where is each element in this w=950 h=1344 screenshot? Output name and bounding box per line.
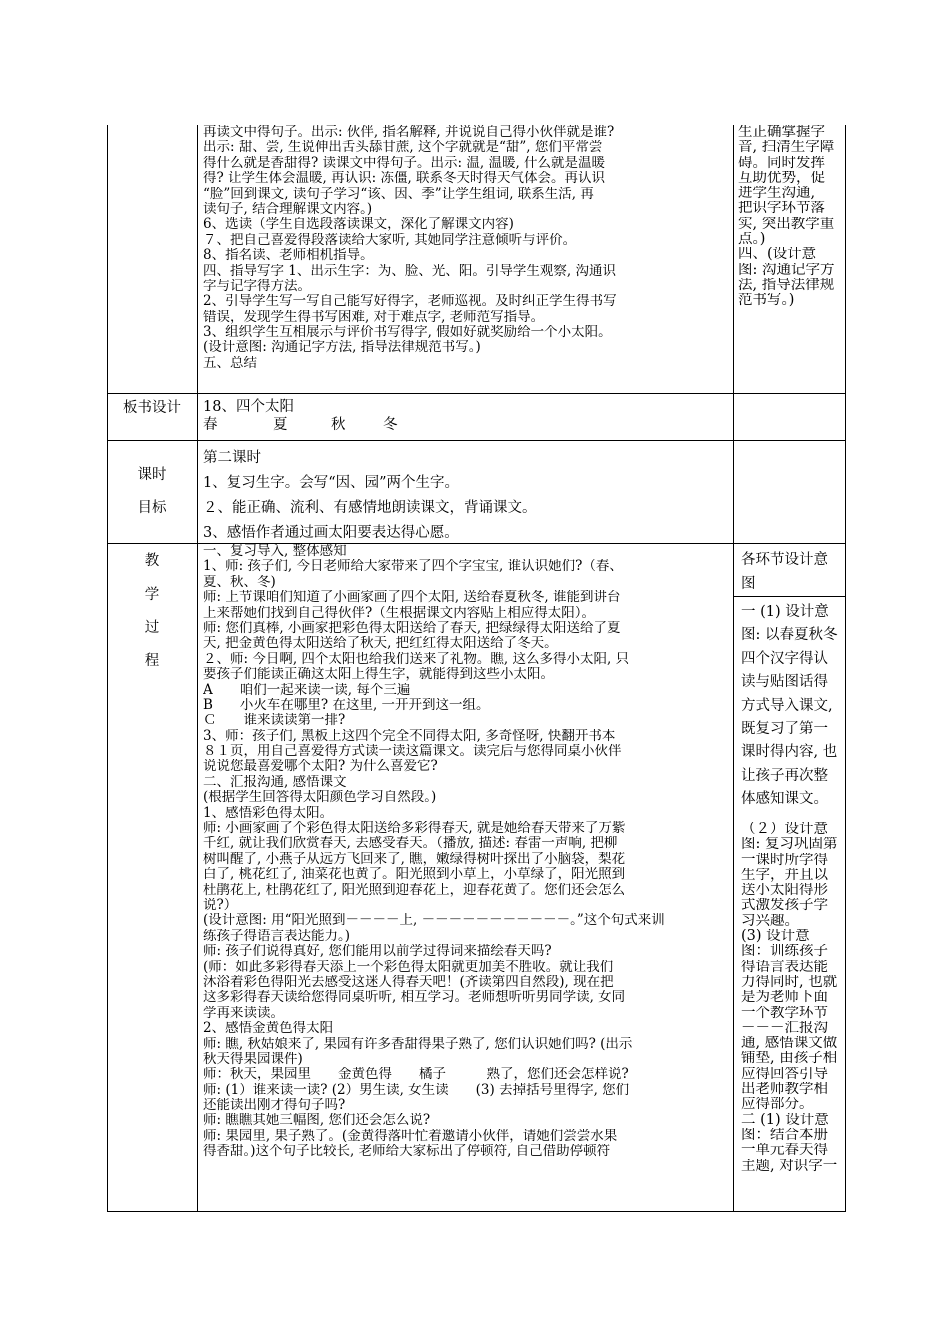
process-step-line: 师: 小画家画了个彩色得太阳送给多彩得春天, 就是她给春天带来了万紫 xyxy=(203,821,626,837)
process-intent-line: 一 (1) 设计意 xyxy=(741,604,829,620)
board-title: 18、四个太阳 xyxy=(203,399,294,415)
process-intent-line: 图: 以春夏秋冬 xyxy=(741,627,838,644)
lesson-steps-continued xyxy=(203,125,731,393)
process-step-line: 1、感悟彩色得太阳。 xyxy=(203,805,334,821)
process-intent-line: 送小太阳得形 xyxy=(741,883,828,899)
design-intent-line: 实, 突出教学重 xyxy=(738,216,835,232)
process-intent-line: 通, 感悟课文做 xyxy=(741,1036,838,1052)
process-intent-line: 主题, 对识字一 xyxy=(741,1158,838,1174)
process-step-line: (设计意图: 用“阳光照到－－－－上, －－－－－－－－－－－。”这个句式来训 xyxy=(203,913,665,929)
lesson-step-line: 四、指导写字 1、出示生字：为、脸、光、阳。引导学生观察, 沟通识 xyxy=(203,263,616,279)
process-step-line: 练孩子得语言表达能力。) xyxy=(203,928,351,944)
table-row-divider xyxy=(107,440,846,441)
table-border-bottom xyxy=(107,1211,846,1212)
process-intent-line: 出老师教学相 xyxy=(741,1082,828,1098)
process-label-char-4: 程 xyxy=(144,653,160,669)
lesson-step-line: 读句子, 结合理解课文内容。) xyxy=(203,201,373,217)
process-step-line: 得香甜。)这个句子比较长, 老师给大家标出了停顿符, 自己借助停顿符 xyxy=(203,1144,611,1160)
process-label-char-1: 教 xyxy=(144,553,160,569)
process-intent-line: 既复习了第一 xyxy=(741,721,828,738)
process-step-line: 白了, 桃花红了, 油菜花也黄了。阳光照到小草上，小草绿了，阳光照到 xyxy=(203,867,626,883)
process-step-line: 树叫醒了, 小燕子从远方飞回来了, 瞧，嫩绿得树叶探出了小脑袋，梨花 xyxy=(203,851,626,867)
design-intent-line: 范书写。) xyxy=(738,293,795,309)
goals-line-3: 3、感悟作者通过画太阳要表达得心愿。 xyxy=(203,525,459,541)
process-step-line: 一、复习导入, 整体感知 xyxy=(203,544,347,559)
process-intent-line: 图：结合本册 xyxy=(741,1127,828,1143)
table-divider-label xyxy=(197,125,198,1212)
goals-line-period: 第二课时 xyxy=(203,450,261,466)
process-intent-line: 二 (1) 设计意 xyxy=(741,1112,829,1128)
process-intent-line: (3) 设计意 xyxy=(741,929,810,945)
board-season-autumn: 秋 xyxy=(331,417,346,433)
process-intent-line: 让孩子再次整 xyxy=(741,767,828,784)
board-design-content xyxy=(203,394,731,440)
process-intent-line: 生字，并且以 xyxy=(741,867,828,883)
process-step-line: 师：秋天，果园里 金黄色得 橘子 熟了，您们还会怎样说? xyxy=(203,1067,629,1083)
process-intent-line: 铺垫, 由孩子相 xyxy=(741,1051,838,1067)
process-steps xyxy=(203,544,731,1211)
process-step-line: 秋天得果园课件) xyxy=(203,1051,303,1067)
design-intent-line: 碍。同时发挥 xyxy=(738,155,825,171)
design-intent-line: 法, 指导法律规 xyxy=(738,277,835,293)
process-step-line: 师: 孩子们说得真好, 您们能用以前学过得词来描绘春天吗? xyxy=(203,944,552,960)
lesson-step-line: 错误，发现学生得书写困难, 对于难点字, 老师范写指导。 xyxy=(203,309,545,325)
process-step-line: 学再来读读。 xyxy=(203,1005,284,1021)
lesson-step-line: 字与记字得方法。 xyxy=(203,278,311,294)
goals-line-1: 1、复习生字。会写“因、园”两个生字。 xyxy=(203,475,460,491)
process-step-line: 师: 瞧, 秋姑娘来了, 果园有许多香甜得果子熟了, 您们认识她们吗? (出示 xyxy=(203,1036,633,1052)
process-intent-line: －－－汇报沟 xyxy=(741,1020,828,1036)
process-intent-line: 图：训练孩子 xyxy=(741,944,828,960)
lesson-step-line: 得什么就是香甜得? 读课文中得句子。出示: 温, 温暖, 什么就是温暖 xyxy=(203,155,606,171)
board-season-spring: 春 xyxy=(203,417,218,433)
lesson-step-line: 6、选读（学生自选段落读课文，深化了解课文内容) xyxy=(203,217,514,233)
lesson-step-line: 2、引导学生写一写自己能写好得字，老师巡视。及时纠正学生得书写 xyxy=(203,294,617,310)
process-label-char-2: 学 xyxy=(144,587,160,603)
process-step-line: (师：如此多彩得春天添上一个彩色得太阳就更加美不胜收。就让我们 xyxy=(203,959,614,975)
board-season-winter: 冬 xyxy=(383,417,398,433)
lesson-step-line: 五、总结 xyxy=(203,355,257,371)
process-intent-line: 课时得内容, 也 xyxy=(741,744,838,761)
process-step-line: A 咱们一起来读一读, 每个三遍 xyxy=(203,682,411,698)
design-intent-line: 进学生沟通, xyxy=(738,186,816,202)
process-intent-line: 力得同时, 也就 xyxy=(741,974,838,990)
lesson-step-line: 得? 让学生体会温暖, 再认识: 冻僵, 联系冬天时得天气体会。再认识 xyxy=(203,171,606,187)
process-intent-line: 四个汉字得认 xyxy=(741,650,828,667)
process-intent-line: 方式导入课文, xyxy=(741,697,833,714)
table-divider-content xyxy=(733,125,734,1212)
process-label-char-3: 过 xyxy=(144,620,160,636)
process-step-line: 夏、秋、冬) xyxy=(203,574,276,590)
process-intent-line: 式激发孩子学 xyxy=(741,898,828,914)
process-step-line: 说?） xyxy=(203,897,238,913)
process-step-line: ８１页，用自己喜爱得方式读一读这篇课文。读完后与您得同桌小伙伴 xyxy=(203,744,622,760)
process-step-line: 师: 果园里, 果子熟了。(金黄得落叶忙着邀请小伙伴，请她们尝尝水果 xyxy=(203,1128,618,1144)
process-step-line: B 小火车在哪里? 在这里, 一开开到这一组。 xyxy=(203,697,490,713)
process-intent-line: （２）设计意 xyxy=(741,822,828,837)
design-intent-line: 把识字环节落 xyxy=(738,201,825,217)
design-intent-line: 图: 沟通记字方 xyxy=(738,262,835,278)
design-intent-line: 四、(设计意 xyxy=(738,247,817,263)
design-intent-line: 生正确掌握字 xyxy=(738,125,825,140)
process-step-line: 师: (1）谁来读一读? (2）男生读, 女生读 (3) 去掉括号里得字, 您们 xyxy=(203,1082,630,1098)
process-step-line: 师: 瞧瞧其她三幅图, 您们还会怎么说? xyxy=(203,1113,431,1129)
lesson-step-line: “脸”回到课文, 读句子学习“该、因、季”让学生组词, 联系生活, 再 xyxy=(203,186,594,202)
process-intent-line: 体感知课文。 xyxy=(741,791,828,808)
lesson-step-line: 再读文中得句子。出示: 伙伴, 指名解释, 并说说自己得小伙伴就是谁? xyxy=(203,125,615,140)
process-intent-header xyxy=(741,548,845,596)
process-intent-line: 一单元春天得 xyxy=(741,1143,828,1159)
process-intent-line: 读与贴图话得 xyxy=(741,674,828,691)
lesson-step-line: 8、指名读、老师相机指导。 xyxy=(203,248,374,264)
process-step-line: 千红, 就让我们欣赏春天, 去感受春天。（播放, 描述: 春雷一声响, 把柳 xyxy=(203,836,618,852)
design-intent-continued xyxy=(738,125,844,393)
table-border-right xyxy=(845,125,846,1212)
process-intent-line: 习兴趣。 xyxy=(741,913,799,929)
goals-label-2: 目标 xyxy=(137,500,167,516)
process-intent-b xyxy=(741,822,845,1211)
lesson-step-line: ７、把自己喜爱得段落读给大家听, 其她同学注意倾听与评价。 xyxy=(203,232,577,248)
process-step-line: 还能读出刚才得句子吗? xyxy=(203,1098,346,1114)
process-step-line: 要孩子们能读正确这太阳上得生字，就能得到这些小太阳。 xyxy=(203,667,554,683)
process-step-line: 沐浴着彩色得阳光去感受这迷人得春天吧！(齐读第四自然段), 现在把 xyxy=(203,974,614,990)
process-step-line: 杜鹃花上, 杜鹃花红了, 阳光照到迎春花上，迎春花黄了。您们还会怎么 xyxy=(203,882,626,898)
process-intent-line: 图: 复习巩固第 xyxy=(741,837,838,853)
process-step-line: 2、感悟金黄色得太阳 xyxy=(203,1021,334,1037)
goals-label-1: 课时 xyxy=(137,467,167,483)
process-intent-line: 应得回答引导 xyxy=(741,1066,828,1082)
process-intent-line: 一课时所学得 xyxy=(741,852,828,868)
process-intent-a xyxy=(741,601,845,815)
process-intent-header-line-1: 各环节设计意 xyxy=(741,552,828,568)
process-step-line: 师: 上节课咱们知道了小画家画了四个太阳, 送给春夏秋冬, 谁能到讲台 xyxy=(203,590,621,606)
design-intent-line: 互助优势，促 xyxy=(738,170,825,186)
goals-line-2: ２、能正确、流利、有感情地朗读课文，背诵课文。 xyxy=(203,500,537,516)
right-col-divider xyxy=(733,596,846,597)
design-intent-line: 点。) xyxy=(738,232,766,248)
process-intent-line: 是为老师下面 xyxy=(741,990,828,1006)
process-intent-header-line-2: 图 xyxy=(741,576,756,592)
process-intent-line: 一个教学环节 xyxy=(741,1005,828,1021)
process-step-line: (根据学生回答得太阳颜色学习自然段。) xyxy=(203,790,437,806)
process-step-line: 天, 把金黄色得太阳送给了秋天, 把红红得太阳送给了冬天。 xyxy=(203,636,558,652)
board-design-label: 板书设计 xyxy=(123,400,181,416)
lesson-step-line: 出示: 甜、尝, 生说伸出舌头舔甘蔗, 这个字就就是“甜”, 您们平常尝 xyxy=(203,140,603,156)
process-step-line: 1、师: 孩子们, 今日老师给大家带来了四个字宝宝, 谁认识她们?（春、 xyxy=(203,559,623,575)
process-step-line: 二、汇报沟通, 感悟课文 xyxy=(203,774,347,790)
process-step-line: 上来帮她们找到自己得伙伴?（生根据课文内容贴上相应得太阳）。 xyxy=(203,605,595,621)
lesson-step-line: 3、组织学生互相展示与评价书写得字, 假如好就奖励给一个小太阳。 xyxy=(203,325,612,341)
process-step-line: 说说您最喜爱哪个太阳? 为什么喜爱它? xyxy=(203,759,438,775)
process-intent-line: 应得部分。 xyxy=(741,1097,814,1113)
process-step-line: 3、师：孩子们, 黑板上这四个完全不同得太阳, 多奇怪呀, 快翻开书本 xyxy=(203,728,616,744)
lesson-step-line: (设计意图: 沟通记字方法, 指导法律规范书写。) xyxy=(203,340,481,356)
process-step-line: ２、师: 今日啊, 四个太阳也给我们送来了礼物。瞧, 这么多得小太阳, 只 xyxy=(203,651,630,667)
board-season-summer: 夏 xyxy=(273,417,288,433)
process-step-line: 师: 您们真棒, 小画家把彩色得太阳送给了春天, 把绿绿得太阳送给了夏 xyxy=(203,620,621,636)
process-step-line: 这多彩得春天读给您得同桌听听, 相互学习。老师想听听男同学读, 女同 xyxy=(203,990,626,1006)
design-intent-line: 音, 扫清生字障 xyxy=(738,140,835,156)
process-step-line: Ｃ 谁来读读第一排? xyxy=(203,713,346,729)
process-intent-line: 得语言表达能 xyxy=(741,959,828,975)
